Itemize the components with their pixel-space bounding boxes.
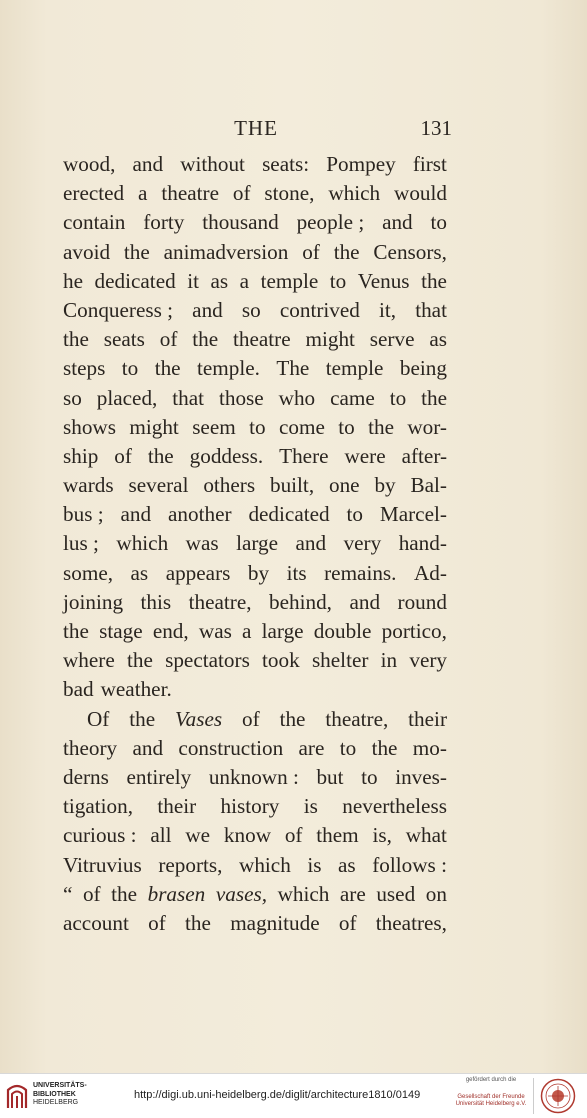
word: reports, <box>158 852 223 877</box>
word: Conqueress ; <box>63 297 174 322</box>
word: but <box>316 764 344 789</box>
body-text <box>63 150 447 938</box>
word: theatre <box>233 327 291 352</box>
word: the <box>147 443 174 468</box>
text-line <box>63 529 447 558</box>
word: vases, <box>215 881 268 906</box>
word: some, <box>63 560 114 585</box>
word: and <box>295 531 327 556</box>
word: “ <box>63 881 73 906</box>
footer-bar <box>0 1073 587 1118</box>
word: animadversion <box>163 239 289 264</box>
word: was <box>198 619 232 643</box>
text-line <box>63 559 447 588</box>
word: temple <box>325 356 384 381</box>
text-line <box>63 471 447 500</box>
word: Venus <box>357 268 410 293</box>
text-line <box>63 734 447 763</box>
word: a <box>138 181 148 206</box>
text-line <box>63 384 447 413</box>
word: so <box>63 385 82 410</box>
text-line <box>63 150 447 179</box>
word: its <box>286 560 307 585</box>
word: where <box>63 648 115 673</box>
word: shows <box>63 414 116 439</box>
word: the <box>333 239 360 264</box>
text-line <box>63 413 447 442</box>
library-name <box>33 1082 87 1108</box>
word: who <box>278 385 316 410</box>
word: it <box>187 268 199 293</box>
word: large <box>261 619 304 643</box>
word: theatre <box>161 181 219 206</box>
word: bad <box>63 677 94 702</box>
word: history <box>220 794 280 819</box>
word: behind, <box>269 589 332 614</box>
word: derns <box>63 764 109 789</box>
word: thousand <box>202 210 279 235</box>
page-number: 131 <box>420 116 452 140</box>
word: Marcel- <box>379 502 447 527</box>
word: theatres, <box>375 910 447 935</box>
word: came <box>330 385 375 410</box>
word: and <box>192 297 223 322</box>
word: to <box>430 210 447 235</box>
word: is, <box>372 823 392 848</box>
text-line <box>63 442 447 471</box>
word: the <box>421 268 447 293</box>
word: Vases <box>175 706 223 731</box>
word: contrived <box>279 297 360 322</box>
word: so <box>241 297 261 322</box>
word: of <box>148 910 166 935</box>
word: what <box>405 823 447 848</box>
word: several <box>128 473 189 498</box>
word: the <box>63 327 89 352</box>
word: Bal- <box>410 473 447 498</box>
word: large <box>236 531 279 556</box>
word: temple <box>260 268 319 293</box>
word: to <box>329 268 347 293</box>
word: one <box>328 473 360 498</box>
word: of <box>284 823 303 848</box>
word: and <box>349 589 381 614</box>
word: seats: <box>262 152 310 176</box>
word: goddess. <box>189 443 264 468</box>
text-line <box>63 179 447 208</box>
library-name-line: HEIDELBERG <box>33 1099 79 1106</box>
word: is <box>303 794 318 819</box>
word: to <box>339 735 357 760</box>
word: end, <box>152 619 189 643</box>
word: avoid <box>63 239 111 264</box>
word: portico, <box>381 619 447 643</box>
word: bus ; <box>63 502 104 527</box>
word: built, <box>269 473 315 498</box>
word: might <box>129 414 179 439</box>
word: them <box>316 823 359 848</box>
word: to <box>121 356 139 381</box>
word: dedicated <box>248 502 330 527</box>
word: would <box>394 181 447 206</box>
text-line <box>63 821 447 850</box>
text-line <box>63 500 447 529</box>
word: theatre, <box>188 589 252 614</box>
word: to <box>389 385 407 410</box>
word: of <box>242 706 260 731</box>
word: those <box>218 385 264 410</box>
word: lus ; <box>63 531 99 556</box>
word: as <box>338 852 356 877</box>
word: tigation, <box>63 794 134 819</box>
word: Censors, <box>373 239 447 264</box>
word: which <box>116 531 169 556</box>
word: the <box>279 706 306 731</box>
word: as <box>429 327 447 352</box>
word: took <box>262 648 300 673</box>
word: as <box>130 560 149 585</box>
word: theory <box>63 735 118 760</box>
text-line <box>63 909 447 938</box>
word: the <box>111 881 138 906</box>
word: seem <box>192 414 236 439</box>
word: round <box>397 589 447 614</box>
word: is <box>307 852 322 877</box>
text-line <box>63 354 447 383</box>
university-seal-icon <box>540 1078 576 1114</box>
word: stone, <box>264 181 315 206</box>
text-line <box>63 705 447 734</box>
text-line <box>63 675 447 704</box>
word: on <box>425 881 447 906</box>
library-logo-icon <box>6 1082 28 1110</box>
word: the <box>421 385 447 410</box>
text-line <box>63 792 447 821</box>
word: the <box>368 414 394 439</box>
sponsor-line: Universität Heidelberg e.V. <box>455 1101 527 1107</box>
word: Of <box>87 706 110 731</box>
word: Vitruvius <box>63 852 142 877</box>
word: to <box>338 414 355 439</box>
word: were <box>344 443 386 468</box>
word: to <box>249 414 266 439</box>
word: inves- <box>395 764 447 789</box>
text-line <box>63 267 447 296</box>
word: follows : <box>372 852 447 877</box>
word: which <box>277 881 330 906</box>
word: The <box>276 356 310 381</box>
sponsor-credit <box>448 1077 534 1109</box>
word: temple. <box>197 356 260 381</box>
word: seats <box>103 327 145 352</box>
word: the <box>154 356 181 381</box>
word: wood, <box>63 152 116 176</box>
word: ship <box>63 443 99 468</box>
sponsor-line: Gesellschaft der Freunde <box>457 1093 525 1100</box>
text-line <box>63 588 447 617</box>
text-line <box>63 208 447 237</box>
word: contain <box>63 210 126 235</box>
word: others <box>203 473 256 498</box>
word: it, <box>379 297 397 322</box>
word: of <box>159 327 178 352</box>
word: the <box>129 706 156 731</box>
word: of <box>338 910 357 935</box>
word: and <box>120 502 152 527</box>
word: the <box>63 619 89 643</box>
word: steps <box>63 356 106 381</box>
word: hand- <box>398 531 447 556</box>
word: unknown : <box>208 764 299 789</box>
word: remains. <box>324 560 397 585</box>
word: the <box>371 735 398 760</box>
word: all <box>150 823 172 848</box>
word: in <box>380 648 398 673</box>
word: very <box>409 648 447 673</box>
library-name-line: BIBLIOTHEK <box>33 1090 76 1098</box>
word: after- <box>401 443 447 468</box>
source-url-link[interactable]: http://digi.ub.uni-heidelberg.de/diglit/architecture1810/0149 <box>134 1089 421 1101</box>
word: first <box>412 152 447 176</box>
word: he <box>63 268 83 293</box>
word: this <box>140 589 172 614</box>
text-line <box>63 851 447 880</box>
word: as <box>210 268 229 293</box>
word: stage <box>99 619 143 643</box>
word: by <box>374 473 396 498</box>
word: weather. <box>100 677 172 702</box>
word: are <box>339 881 366 906</box>
word: of <box>82 881 101 906</box>
word: used <box>376 881 416 906</box>
word: and <box>132 735 164 760</box>
word: which <box>328 181 381 206</box>
word: account <box>63 910 129 935</box>
word: the <box>126 648 153 673</box>
word: are <box>298 735 325 760</box>
running-header <box>60 116 452 146</box>
word: of <box>232 181 251 206</box>
text-line <box>63 238 447 267</box>
word: erected <box>63 181 125 206</box>
word: the <box>185 910 211 935</box>
word: the <box>123 239 150 264</box>
text-line <box>63 880 447 909</box>
library-name-line: UNIVERSITÄTS- <box>33 1082 87 1089</box>
sponsor-line: gefördert durch die <box>465 1077 517 1083</box>
word: to <box>361 764 378 789</box>
footer-divider <box>533 1078 534 1114</box>
word: joining <box>63 589 124 614</box>
word: their <box>157 794 197 819</box>
running-title: THE <box>234 116 278 140</box>
text-line <box>63 646 447 675</box>
word: double <box>313 619 372 643</box>
word: construction <box>178 735 284 760</box>
word: wor- <box>407 414 447 439</box>
word: know <box>223 823 271 848</box>
word: a <box>242 619 252 643</box>
word: and <box>132 152 164 176</box>
word: mo- <box>412 735 447 760</box>
word: come <box>278 414 325 439</box>
word: curious : <box>63 823 137 848</box>
word: serve <box>369 327 415 352</box>
word: placed, <box>96 385 158 410</box>
word: Pompey <box>326 152 396 176</box>
word: another <box>168 502 232 527</box>
word: There <box>279 443 329 468</box>
word: very <box>343 531 382 556</box>
word: shelter <box>311 648 369 673</box>
word: brasen <box>147 881 206 906</box>
text-line <box>63 325 447 354</box>
word: entirely <box>126 764 192 789</box>
word: their <box>408 706 447 731</box>
word: of <box>302 239 320 264</box>
word: that <box>172 385 205 410</box>
word: dedicated <box>94 268 176 293</box>
word: without <box>180 152 245 176</box>
text-line <box>63 617 447 646</box>
word: we <box>185 823 211 848</box>
word: nevertheless <box>342 794 447 819</box>
word: Ad- <box>413 560 447 585</box>
word: appears <box>165 560 231 585</box>
word: forty <box>143 210 185 235</box>
word: people ; <box>296 210 365 235</box>
word: theatre, <box>325 706 389 731</box>
word: that <box>415 297 447 322</box>
word: was <box>185 531 219 556</box>
word: might <box>305 327 355 352</box>
word: which <box>239 852 291 877</box>
word: the <box>192 327 219 352</box>
word: magnitude <box>230 910 320 935</box>
word: by <box>247 560 270 585</box>
text-line <box>63 763 447 792</box>
word: spectators <box>165 648 250 673</box>
word: to <box>346 502 363 527</box>
word: a <box>239 268 250 293</box>
word: and <box>382 210 413 235</box>
word: wards <box>63 473 114 498</box>
word: of <box>114 443 132 468</box>
text-line <box>63 296 447 325</box>
word: being <box>399 356 447 381</box>
